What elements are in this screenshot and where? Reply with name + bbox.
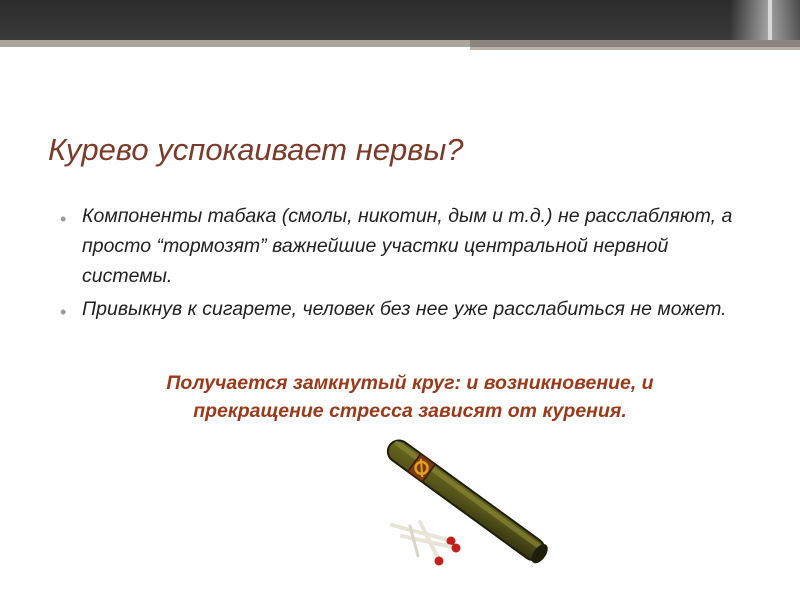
cigar-and-matches-icon [380, 430, 550, 570]
bullet-icon: • [60, 209, 67, 229]
bullet-list [60, 201, 740, 327]
header-band [0, 0, 800, 40]
bullet-text: Компоненты табака (смолы, никотин, дым и т.д.) не расслабляют, а просто “тормозят” важнейшие участки центральной нервной системы. [82, 205, 733, 287]
bullet-item [60, 201, 740, 291]
accent-stripe-thin [470, 47, 800, 50]
bullet-item [60, 294, 740, 324]
header-highlight-line [768, 0, 772, 40]
accent-stripe-dark [470, 40, 800, 47]
header-highlight [730, 0, 800, 40]
slide-title: Курево успокаивает нервы? [48, 132, 464, 167]
bullet-icon: • [60, 302, 67, 322]
conclusion-text: Получается замкнутый круг: и возникновение, и прекращение стресса зависят от курения. [166, 372, 654, 422]
bullet-text: Привыкнув к сигарете, человек без нее уже расслабиться не может. [82, 298, 727, 320]
